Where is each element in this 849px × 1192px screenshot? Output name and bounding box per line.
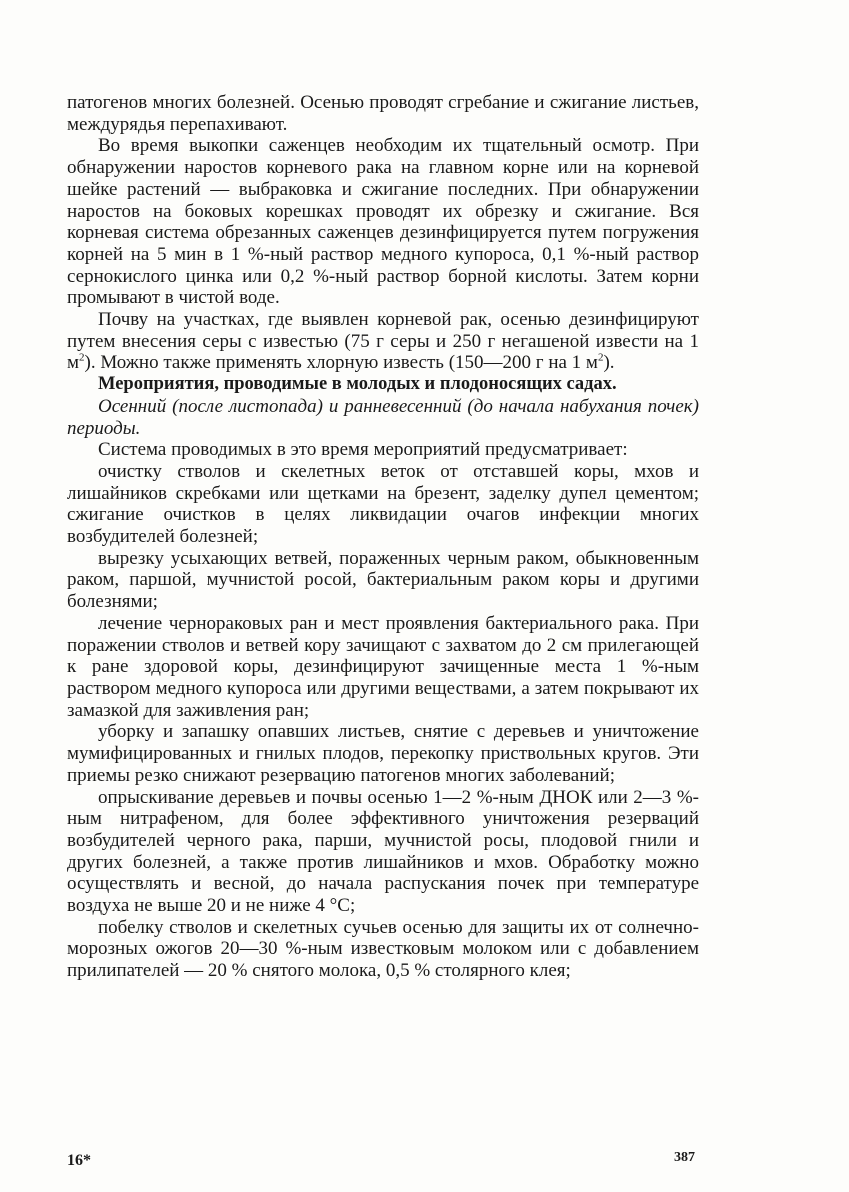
paragraph-system: Система проводимых в это время мероприятий предусматривает: xyxy=(98,439,628,461)
list-item-pruning: вырезку усыхающих ветвей, пораженных черным раком, обыкновенным раком, паршой, мучнистой росой, бактериальным раком коры и другими болезнями; xyxy=(67,547,699,613)
soil-text-c: ). xyxy=(603,352,615,374)
section-heading: Мероприятия, проводимые в молодых и плодоносящих садах. xyxy=(98,374,617,395)
soil-text-a: Почву на участках, где выявлен корневой рак, осенью дезинфицируют путем внесения серы с известью (75 г серы и 250 г негашеной извести на 1 м xyxy=(67,309,699,374)
list-item-bark-cleaning: очистку стволов и скелетных веток от отставшей коры, мхов и лишайников скребками или щетками на брезент, заделку дупел цементом; сжигание очистков в целях ликвидации очагов инфекции многих возбудителей болезней; xyxy=(67,460,699,548)
superscript-2: 2 xyxy=(79,352,85,365)
paragraph-seedling-inspection: Во время выкопки саженцев необходим их тщательный осмотр. При обнаружении наростов корневого рака на главном корне или на корневой шейке растений — выбраковка и сжигание последних. При обнаружении наростов на боковых корешках проводят их обрезку и сжигание. Вся корневая система обрезанных саженцев дезинфицируется путем погружения корней на 5 мин в 1 %-ный раствор медного купороса, 0,1 %-ный раствор сернокислого цинка или 0,2 %-ный раствор борной кислоты. Затем корни промывают в чистой воде. xyxy=(67,135,699,309)
period-subheading: Осенний (после листопада) и ранневесенний (до начала набухания почек) периоды. xyxy=(67,395,699,439)
page-number: 387 xyxy=(674,1150,695,1165)
paragraph-soil-disinfection xyxy=(67,309,699,374)
soil-text-b: ). Можно также применять хлорную известь (150—200 г на 1 м xyxy=(84,352,598,374)
paragraph-continuation: патогенов многих болезней. Осенью проводят сгребание и сжигание листьев, междурядья перепахивают. xyxy=(67,92,699,135)
page-text xyxy=(67,92,699,982)
superscript-2: 2 xyxy=(597,352,604,365)
signature-mark: 16* xyxy=(67,1152,91,1169)
list-item-whitewashing: побелку стволов и скелетных сучьев осенью для защиты их от солнечно-морозных ожогов 20—30 %-ным известковым молоком или с добавлением прилипателей — 20 % снятого молока, 0,5 % столярного клея; xyxy=(67,916,699,982)
list-item-wound-treatment: лечение черноpаковых ран и мест проявления бактериального рака. При поражении стволов и ветвей кору зачищают с захватом до 2 см прилегающей к ране здоровой коры, дезинфицируют зачищенные места 1 %-ным раствором медного купороса или другими веществами, а затем покрывают их замазкой для заживления ран; xyxy=(67,612,699,721)
list-item-leaf-removal: уборку и запашку опавших листьев, снятие с деревьев и уничтожение мумифицированных и гнилых плодов, перекопку приствольных кругов. Эти приемы резко снижают резервацию патогенов многих заболеваний; xyxy=(67,721,699,786)
list-item-spraying: опрыскивание деревьев и почвы осенью 1—2 %-ным ДНОК или 2—3 %-ным нитрафеном, для более эффективного уничтожения резерваций возбудителей черного рака, парши, мучнистой росы, плодовой гнили и других болезней, а также против лишайников и мхов. Обработку можно осуществлять и весной, до начала распускания почек при температуре воздуха не выше 20 и не ниже 4 °С; xyxy=(67,786,699,917)
